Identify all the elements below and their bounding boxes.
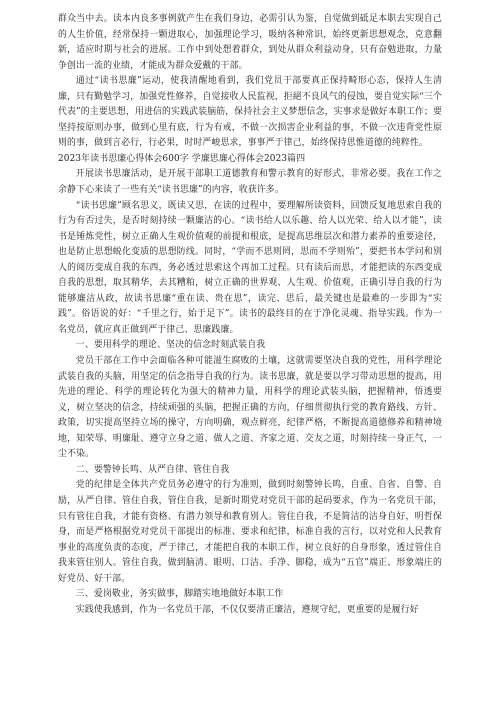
paragraph-theory-belief: 党员干部在工作中会面临各种可能滋生腐败的土壤，这就需要坚决自我的党性，用科学理论武装自我的头脑，用坚定的信念指导自我的行为。读书思廉，就是要以学习带动思想的提高，用先进的理论、科学的理论转化为强大的精神力量，用科学的理论武装头脑，把握精神，悟透要义，树立坚决的信念，持续顽强的头脑，把握正确的方向，仔细贯彻执行党的教育路线、方针、政策，切实提高坚持立场的操守，方向明确，观点鲜亮，纪律严格，不断提高道德修养和精神境地，知荣辱、明廉耻、遵守立身之道、做人之道、齐家之道、交友之道，时刻持续一身正气，一尘不染。 bbox=[58, 356, 442, 460]
paragraph-read-and-reflect: “读书思廉”顾名思义，既读又思，在读的过程中，要理解所读资料，回馈反复地思索自我的行为有否过失，是否时刻持续一颗廉洁的心。“读书给人以乐趣、给人以光荣、给人以才能”，读书是锤炼党性，树立正确人生观价值观的前提和根底，是提高思维层次和潜力素养的重要途径，也是防止思想蜕化变质的思想防线。同时，“学而不思则罔，思而不学则殆”，要把书本学问和别人的阅历变成自我的东西，务必透过思索这个再加工过程。只有读后而思，才能把读的东西变成自我的思想，取其精华，去其糟粕，树立正确的世界观、人生观、价值观，正确引导自我的行为能够廉洁从政，故读书思廉“重在读、贵在思”，读完、思后，最关键也是最难的一步即为“实践”。俗语说的好：“千里之行，始于足下”。读书的最终目的在于净化灵魂、指导实践。作为一名党员，就应真正做到严于律己、思廉践廉。 bbox=[58, 200, 442, 335]
paragraph-self-discipline: 党的纪律是全体共产党员务必遵守的行为准则，做到时刻警钟长鸣，自重、自省、自警、自励，从严自律、管住自我，管住自我，是新时期党对党员干部的起码要求，作为一名党员干部，只有管住自我，才能有资格、有潜力领导和教育别人。管住自我，不是简洁的洁身自好，明哲保身，而是严格根据党对党员干部提出的标准、要求和纪律，标准自我的言行，以对党和人民教育事业的高度负责的态度，严于律己，才能把自我的本职工作，树立良好的自身形象，透过管住自我来管住别人。管住自我，做到脑清、眼明、口洁、手净、脚稳，成为“五官”端正、形象端庄的好党员、好干部。 bbox=[58, 480, 442, 584]
paragraph-practice-continuation: 实践使我感到，作为一名党员干部，不仅仅要清正廉洁，遵规守纪，更重要的是履行好 bbox=[75, 604, 419, 615]
paragraph-campaign-reflection: 通过“读书思廉”运动，使我清醒地看到，我们党员干部要真正保持畸形心态，保持人生清廉，只有勤勉学习，加强党性修养，自觉接收人民监视，拒絕不良风气的侵蚀，要自觉实际“三个代表”的主要思想，用进信的实践武装脑筋，保持社会主义梦想信念，实事求是做好本职工作；要坚持按原则办事，做到心里有底，行为有戒，不做一次损害企业利益的事，不做一次违背党性原则的事，做到言必行，行必果，时时严峻思求，事事严于律己，始终保持思惟道德的纯粹性。 bbox=[58, 76, 442, 149]
section-heading-essay-four: 2023年读书思廉心得体会600字 学廉思廉心得体会2023篇四 bbox=[58, 153, 306, 164]
subheading-one: 一、要用科学的理论、坚决的信念时刻武装自我 bbox=[75, 340, 266, 351]
paragraph-activity-intro: 开展读书思廉活动，是开展干部职工道德教育和警示教育的好形式，非常必要。我在工作之余静下心来读了一些有关“读书思廉”的内容，收获许多。 bbox=[58, 169, 442, 196]
subheading-three: 三、爱岗敬业，务实做事，脚踏实地地做好本职工作 bbox=[75, 589, 284, 600]
subheading-two: 二、要警钟长鸣、从严自律、管住自我 bbox=[75, 464, 230, 475]
paragraph-intro-continuation: 群众当中去。读本内良多事例就产生在我们身边，必需引认为鉴，自觉做到砥足本职去实现自己的人生价值，经常保持一颗进取心，加强理论学习，吸纳各种常识，始终更新思想观念，克意翻新，适应时期与社会的进展。工作中到处想着群众，到处从群众利益动身，只有奋勉进取，力量争创出一流的业绩，才能成为群众爱戴的干部。 bbox=[58, 14, 442, 71]
